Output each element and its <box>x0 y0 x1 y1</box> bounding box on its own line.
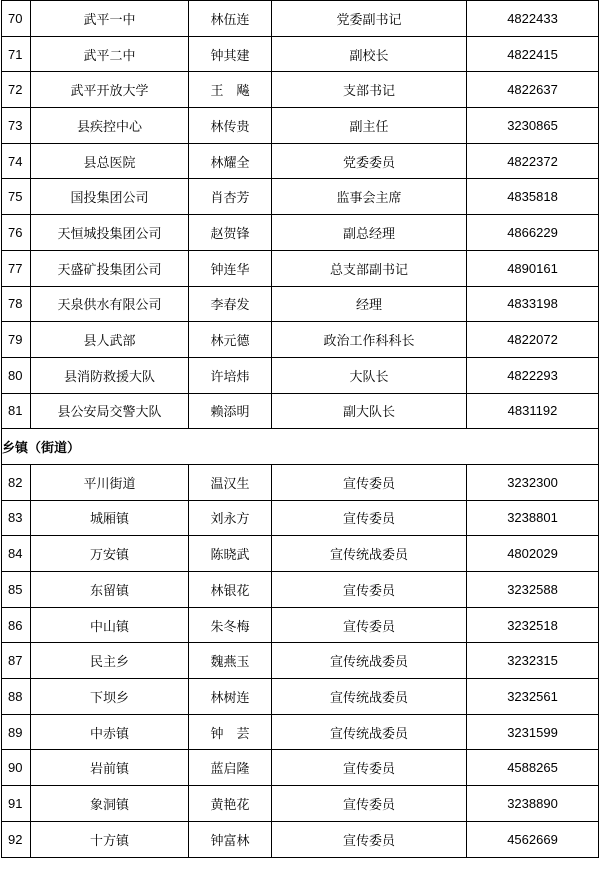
person-name-cell: 钟连华 <box>189 250 272 286</box>
person-name-cell: 林伍连 <box>189 1 272 37</box>
person-name-cell: 钟其建 <box>189 36 272 72</box>
person-name-cell: 许培炜 <box>189 357 272 393</box>
phone-cell: 3232588 <box>467 572 599 608</box>
position-cell: 宣传委员 <box>272 750 467 786</box>
person-name-cell: 朱冬梅 <box>189 607 272 643</box>
phone-cell: 4822072 <box>467 322 599 358</box>
position-cell: 支部书记 <box>272 72 467 108</box>
section-title: 乡镇（街道） <box>2 429 599 465</box>
position-cell: 宣传委员 <box>272 786 467 822</box>
phone-cell: 3232300 <box>467 464 599 500</box>
table-row <box>2 500 599 536</box>
phone-cell: 3238890 <box>467 786 599 822</box>
person-name-cell: 林传贵 <box>189 108 272 144</box>
unit-cell: 万安镇 <box>31 536 189 572</box>
unit-cell: 县疾控中心 <box>31 108 189 144</box>
position-cell: 宣传委员 <box>272 572 467 608</box>
position-cell: 党委副书记 <box>272 1 467 37</box>
phone-cell: 4866229 <box>467 215 599 251</box>
row-number: 82 <box>2 464 31 500</box>
unit-cell: 县消防救援大队 <box>31 357 189 393</box>
row-number: 92 <box>2 821 31 857</box>
phone-cell: 4822637 <box>467 72 599 108</box>
phone-cell: 4831192 <box>467 393 599 429</box>
row-number: 79 <box>2 322 31 358</box>
table-row <box>2 143 599 179</box>
person-name-cell: 黄艳花 <box>189 786 272 822</box>
person-name-cell: 林银花 <box>189 572 272 608</box>
phone-cell: 3232518 <box>467 607 599 643</box>
unit-cell: 象洞镇 <box>31 786 189 822</box>
unit-cell: 武平开放大学 <box>31 72 189 108</box>
position-cell: 党委委员 <box>272 143 467 179</box>
unit-cell: 十方镇 <box>31 821 189 857</box>
phone-cell: 4833198 <box>467 286 599 322</box>
person-name-cell: 林耀全 <box>189 143 272 179</box>
table-row <box>2 72 599 108</box>
person-name-cell: 李春发 <box>189 286 272 322</box>
phone-cell: 4835818 <box>467 179 599 215</box>
row-number: 78 <box>2 286 31 322</box>
person-name-cell: 肖杏芳 <box>189 179 272 215</box>
unit-cell: 下坝乡 <box>31 679 189 715</box>
position-cell: 宣传统战委员 <box>272 679 467 715</box>
position-cell: 宣传委员 <box>272 464 467 500</box>
position-cell: 宣传统战委员 <box>272 536 467 572</box>
phone-cell: 4890161 <box>467 250 599 286</box>
row-number: 70 <box>2 1 31 37</box>
row-number: 72 <box>2 72 31 108</box>
position-cell: 副大队长 <box>272 393 467 429</box>
person-name-cell: 赵贺锋 <box>189 215 272 251</box>
table-row <box>2 357 599 393</box>
person-name-cell: 钟 芸 <box>189 714 272 750</box>
row-number: 83 <box>2 500 31 536</box>
person-name-cell: 林树连 <box>189 679 272 715</box>
unit-cell: 民主乡 <box>31 643 189 679</box>
contact-roster-table <box>1 0 599 858</box>
phone-cell: 3232561 <box>467 679 599 715</box>
unit-cell: 天泉供水有限公司 <box>31 286 189 322</box>
position-cell: 副总经理 <box>272 215 467 251</box>
position-cell: 监事会主席 <box>272 179 467 215</box>
person-name-cell: 蓝启隆 <box>189 750 272 786</box>
position-cell: 宣传统战委员 <box>272 643 467 679</box>
unit-cell: 中山镇 <box>31 607 189 643</box>
unit-cell: 武平二中 <box>31 36 189 72</box>
unit-cell: 武平一中 <box>31 1 189 37</box>
row-number: 91 <box>2 786 31 822</box>
table-row <box>2 286 599 322</box>
row-number: 75 <box>2 179 31 215</box>
unit-cell: 国投集团公司 <box>31 179 189 215</box>
table-row <box>2 750 599 786</box>
unit-cell: 城厢镇 <box>31 500 189 536</box>
table-row <box>2 36 599 72</box>
phone-cell: 4588265 <box>467 750 599 786</box>
phone-cell: 4822415 <box>467 36 599 72</box>
phone-cell: 3232315 <box>467 643 599 679</box>
row-number: 71 <box>2 36 31 72</box>
person-name-cell: 赖添明 <box>189 393 272 429</box>
table-row <box>2 250 599 286</box>
position-cell: 经理 <box>272 286 467 322</box>
unit-cell: 县人武部 <box>31 322 189 358</box>
position-cell: 宣传统战委员 <box>272 714 467 750</box>
person-name-cell: 刘永方 <box>189 500 272 536</box>
person-name-cell: 王 飚 <box>189 72 272 108</box>
unit-cell: 天恒城投集团公司 <box>31 215 189 251</box>
position-cell: 宣传委员 <box>272 821 467 857</box>
position-cell: 总支部副书记 <box>272 250 467 286</box>
table-row <box>2 643 599 679</box>
person-name-cell: 陈晓武 <box>189 536 272 572</box>
phone-cell: 3231599 <box>467 714 599 750</box>
table-row <box>2 714 599 750</box>
table-row <box>2 393 599 429</box>
unit-cell: 中赤镇 <box>31 714 189 750</box>
row-number: 89 <box>2 714 31 750</box>
row-number: 80 <box>2 357 31 393</box>
position-cell: 大队长 <box>272 357 467 393</box>
table-row <box>2 215 599 251</box>
table-row <box>2 607 599 643</box>
table-row <box>2 536 599 572</box>
table-row <box>2 108 599 144</box>
table-row <box>2 322 599 358</box>
row-number: 84 <box>2 536 31 572</box>
roster-body <box>2 1 599 858</box>
row-number: 81 <box>2 393 31 429</box>
phone-cell: 4822372 <box>467 143 599 179</box>
position-cell: 政治工作科科长 <box>272 322 467 358</box>
row-number: 76 <box>2 215 31 251</box>
row-number: 77 <box>2 250 31 286</box>
person-name-cell: 钟富林 <box>189 821 272 857</box>
position-cell: 宣传委员 <box>272 607 467 643</box>
table-row <box>2 1 599 37</box>
row-number: 73 <box>2 108 31 144</box>
phone-cell: 3238801 <box>467 500 599 536</box>
unit-cell: 岩前镇 <box>31 750 189 786</box>
position-cell: 副主任 <box>272 108 467 144</box>
section-header-row <box>2 429 599 465</box>
unit-cell: 平川街道 <box>31 464 189 500</box>
table-row <box>2 572 599 608</box>
row-number: 87 <box>2 643 31 679</box>
person-name-cell: 温汉生 <box>189 464 272 500</box>
row-number: 85 <box>2 572 31 608</box>
phone-cell: 4562669 <box>467 821 599 857</box>
phone-cell: 4822293 <box>467 357 599 393</box>
table-row <box>2 179 599 215</box>
position-cell: 宣传委员 <box>272 500 467 536</box>
row-number: 86 <box>2 607 31 643</box>
phone-cell: 4822433 <box>467 1 599 37</box>
table-row <box>2 821 599 857</box>
person-name-cell: 魏燕玉 <box>189 643 272 679</box>
position-cell: 副校长 <box>272 36 467 72</box>
unit-cell: 东留镇 <box>31 572 189 608</box>
table-row <box>2 679 599 715</box>
phone-cell: 3230865 <box>467 108 599 144</box>
row-number: 90 <box>2 750 31 786</box>
unit-cell: 县总医院 <box>31 143 189 179</box>
unit-cell: 县公安局交警大队 <box>31 393 189 429</box>
table-row <box>2 786 599 822</box>
row-number: 74 <box>2 143 31 179</box>
table-row <box>2 464 599 500</box>
person-name-cell: 林元德 <box>189 322 272 358</box>
unit-cell: 天盛矿投集团公司 <box>31 250 189 286</box>
phone-cell: 4802029 <box>467 536 599 572</box>
row-number: 88 <box>2 679 31 715</box>
